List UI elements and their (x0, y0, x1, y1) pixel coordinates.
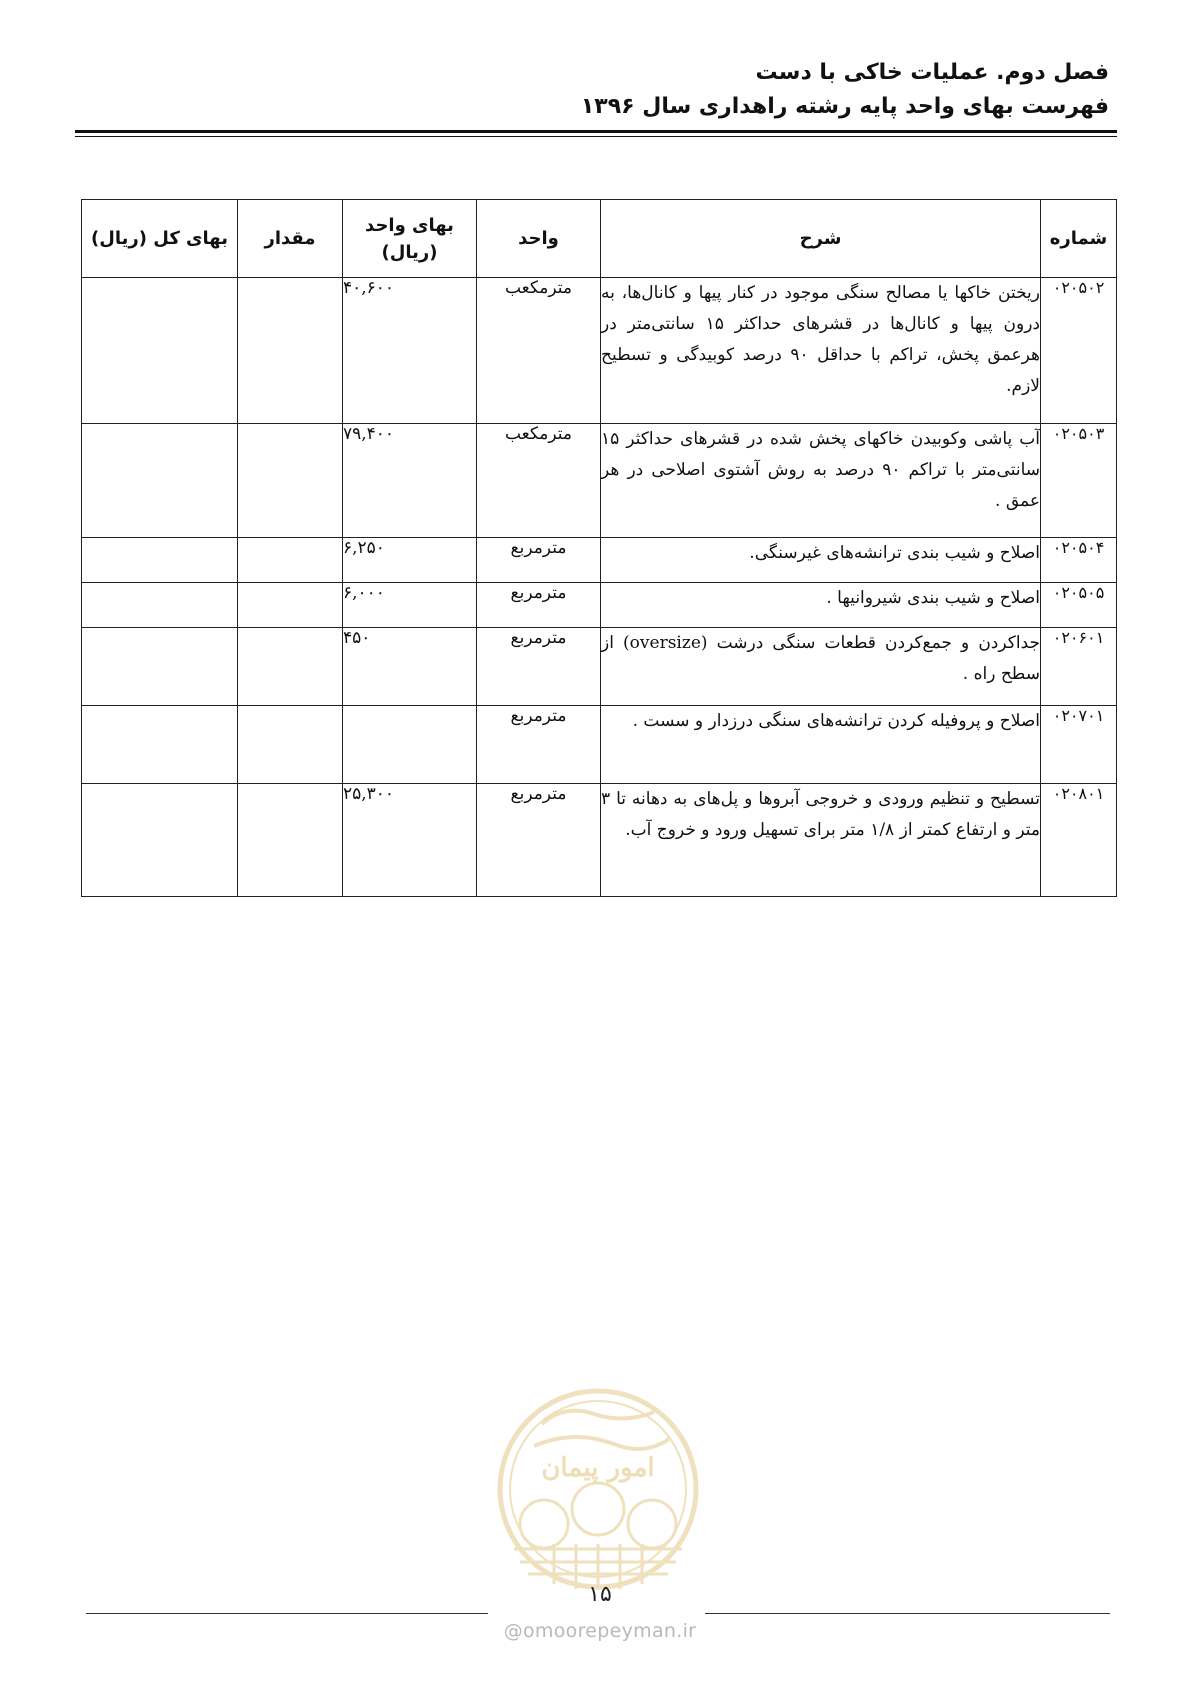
row-unit-price: ۲۵,۳۰۰ (343, 784, 477, 897)
col-header-unit-price-line1: بهای واحد (365, 214, 454, 236)
chapter-title: فصل دوم. عملیات خاکی با دست (755, 60, 1109, 85)
col-header-total: بهای کل (ریال) (82, 200, 238, 278)
row-code: ۰۲۰۶۰۱ (1041, 628, 1117, 706)
watermark-logo (484, 1384, 712, 1594)
row-description: اصلاح و شیب بندی ترانشه‌های غیرسنگی. (601, 538, 1041, 583)
table-row (82, 628, 1117, 706)
row-quantity (238, 628, 343, 706)
row-code: ۰۲۰۵۰۳ (1041, 424, 1117, 538)
table-row (82, 278, 1117, 424)
row-code: ۰۲۰۵۰۵ (1041, 583, 1117, 628)
row-total (82, 538, 238, 583)
row-unit: مترمربع (477, 628, 601, 706)
row-quantity (238, 278, 343, 424)
table-row (82, 706, 1117, 784)
row-quantity (238, 424, 343, 538)
row-description: ریختن خاکها یا مصالح سنگی موجود در کنار پیها و کانال‌ها، به درون پیها و کانال‌ها در قشرهای حداکثر ۱۵ سانتی‌متر در هرعمق پخش، تراکم با حداقل ۹۰ درصد کوبیدگی و تسطیح لازم. (601, 278, 1041, 424)
page-number: ۱۵ (588, 1582, 612, 1607)
footer-rule-left (86, 1613, 488, 1614)
row-description: تسطیح و تنظیم ورودی و خروجی آبروها و پل‌های به دهانه تا ۳ متر و ارتفاع کمتر از ۱/۸ متر برای تسهیل ورود و خروج آب. (601, 784, 1041, 897)
row-unit-price: ۶,۲۵۰ (343, 538, 477, 583)
row-total (82, 424, 238, 538)
row-unit-price: ۷۹,۴۰۰ (343, 424, 477, 538)
row-description: آب پاشی وکوبیدن خاکهای پخش شده در قشرهای حداکثر ۱۵ سانتی‌متر با تراکم ۹۰ درصد به روش آشتوی اصلاحی در هر عمق . (601, 424, 1041, 538)
row-total (82, 583, 238, 628)
row-quantity (238, 784, 343, 897)
col-header-description: شرح (601, 200, 1041, 278)
row-unit: مترمربع (477, 538, 601, 583)
watermark-text: امور پیمان (541, 1453, 655, 1483)
col-header-quantity: مقدار (238, 200, 343, 278)
row-quantity (238, 538, 343, 583)
row-total (82, 278, 238, 424)
col-header-unit-price (343, 200, 477, 278)
row-unit: مترمربع (477, 583, 601, 628)
row-unit-price (343, 706, 477, 784)
row-code: ۰۲۰۸۰۱ (1041, 784, 1117, 897)
table-row (82, 538, 1117, 583)
row-code: ۰۲۰۵۰۲ (1041, 278, 1117, 424)
table-row (82, 583, 1117, 628)
footer-rule-right (705, 1613, 1110, 1614)
row-total (82, 706, 238, 784)
site-watermark: @omoorepeyman.ir (503, 1620, 697, 1642)
table-row (82, 424, 1117, 538)
row-unit: مترمکعب (477, 278, 601, 424)
document-title: فهرست بهای واحد پایه رشته راهداری سال ۱۳۹۶ (580, 94, 1109, 119)
row-unit: مترمکعب (477, 424, 601, 538)
row-quantity (238, 583, 343, 628)
row-description: اصلاح و پروفیله کردن ترانشه‌های سنگی درزدار و سست . (601, 706, 1041, 784)
row-description: اصلاح و شیب بندی شیروانیها . (601, 583, 1041, 628)
col-header-unit-price-line2: (ریال) (381, 241, 438, 263)
row-code: ۰۲۰۷۰۱ (1041, 706, 1117, 784)
row-unit-price: ۴۵۰ (343, 628, 477, 706)
price-list-table (81, 199, 1117, 897)
table-header-row (82, 200, 1117, 278)
col-header-unit: واحد (477, 200, 601, 278)
row-total (82, 784, 238, 897)
header-rule-thin (75, 136, 1117, 137)
row-total (82, 628, 238, 706)
row-unit: مترمربع (477, 784, 601, 897)
row-unit: مترمربع (477, 706, 601, 784)
col-header-code: شماره (1041, 200, 1117, 278)
row-quantity (238, 706, 343, 784)
row-code: ۰۲۰۵۰۴ (1041, 538, 1117, 583)
table-row (82, 784, 1117, 897)
header-rule-thick (75, 130, 1117, 133)
row-unit-price: ۶,۰۰۰ (343, 583, 477, 628)
row-description: جداکردن و جمع‌کردن قطعات سنگی درشت (oversize) از سطح راه . (601, 628, 1041, 706)
row-unit-price: ۴۰,۶۰۰ (343, 278, 477, 424)
